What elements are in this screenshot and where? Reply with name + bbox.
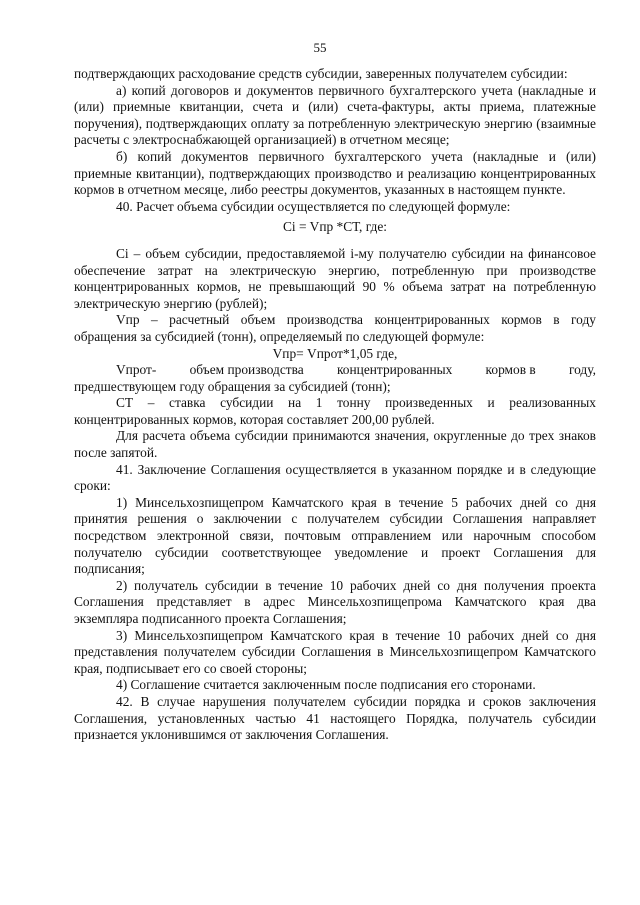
paragraph-rounding: Для расчета объема субсидии принимаются значения, округленные до трех знаков после запятой.	[74, 428, 596, 461]
vprot-word-5: году,	[568, 362, 596, 378]
page-number: 55	[313, 40, 327, 55]
vprot-word-1: Vпрот-	[116, 362, 157, 378]
paragraph-vprot-line	[74, 362, 596, 379]
paragraph-item-a: а) копий договоров и документов первичного бухгалтерского учета (накладные и (или) приемные квитанции, счета и (или) счета-фактуры, акты приема, платежные поручения), подтверждающих оплату за потребленную электрическую энергию (взаимные расчеты с электроснабжающей организацией) в отчетном месяце;	[74, 82, 596, 148]
vprot-word-3: концентрированных	[336, 362, 453, 378]
vprot-word-4: кормов в	[485, 362, 536, 378]
document-body	[74, 66, 596, 744]
formula-vpr: Vпр= Vпрот*1,05 где,	[272, 345, 398, 361]
vprot-word-2: объем производства	[189, 362, 304, 378]
paragraph-continuation: подтверждающих расходование средств субсидии, заверенных получателем субсидии:	[74, 66, 568, 81]
paragraph-42: 42. В случае нарушения получателем субсидии порядка и сроков заключения Соглашения, установленных частью 41 настоящего Порядка, получатель субсидии признается уклонившимся от заключения Соглашения.	[74, 693, 596, 743]
paragraph-41-item-2: 2) получатель субсидии в течение 10 рабочих дней со дня получения проекта Соглашения представляет в адрес Минсельхозпищепрома Камчатского края два экземпляра подписанного проекта Соглашения;	[74, 577, 596, 626]
paragraph-vprot-rest: предшествующем году обращения за субсидией (тонн);	[74, 378, 391, 394]
paragraph-41: 41. Заключение Соглашения осуществляется в указанном порядке и в следующие сроки:	[74, 461, 596, 494]
formula-subsidy: Сi = Vпр *СТ, где:	[283, 219, 387, 235]
paragraph-40: 40. Расчет объема субсидии осуществляется по следующей формуле:	[116, 198, 511, 214]
paragraph-41-item-4: 4) Соглашение считается заключенным после подписания его сторонами.	[116, 677, 536, 693]
paragraph-st-definition: СТ – ставка субсидии на 1 тонну произведенных и реализованных концентрированных кормов, которая составляет 200,00 рублей.	[74, 395, 596, 427]
paragraph-item-b: б) копий документов первичного бухгалтерского учета (накладные и (или) приемные квитанции), подтверждающих производство и реализацию концентрированных кормов в отчетном месяце, либо реестры документов, указанных в настоящем пункте.	[74, 148, 596, 198]
paragraph-ci-definition: Сi – объем субсидии, предоставляемой i-му получателю субсидии на финансовое обеспечение затрат на электрическую энергию, потребленную при производстве концентрированных кормов, не превышающий 90 % объема затрат на потребленную электрическую энергию (рублей);	[74, 245, 596, 311]
paragraph-41-item-1: 1) Минсельхозпищепром Камчатского края в течение 5 рабочих дней со дня принятия решения о заключении с получателем субсидии Соглашения направляет посредством электронной связи, почтовым отправлением или нарочным способом получателю субсидии соответствующее уведомление и проект Соглашения для подписания;	[74, 494, 596, 577]
paragraph-vpr-definition: Vпр – расчетный объем производства концентрированных кормов в году обращения за субсидией (тонн), определяемый по следующей формуле:	[74, 312, 596, 344]
paragraph-41-item-3: 3) Минсельхозпищепром Камчатского края в течение 10 рабочих дней со дня представления получателем субсидии Соглашения в Минсельхозпищепром Камчатского края, подписывает его со своей стороны;	[74, 627, 596, 676]
